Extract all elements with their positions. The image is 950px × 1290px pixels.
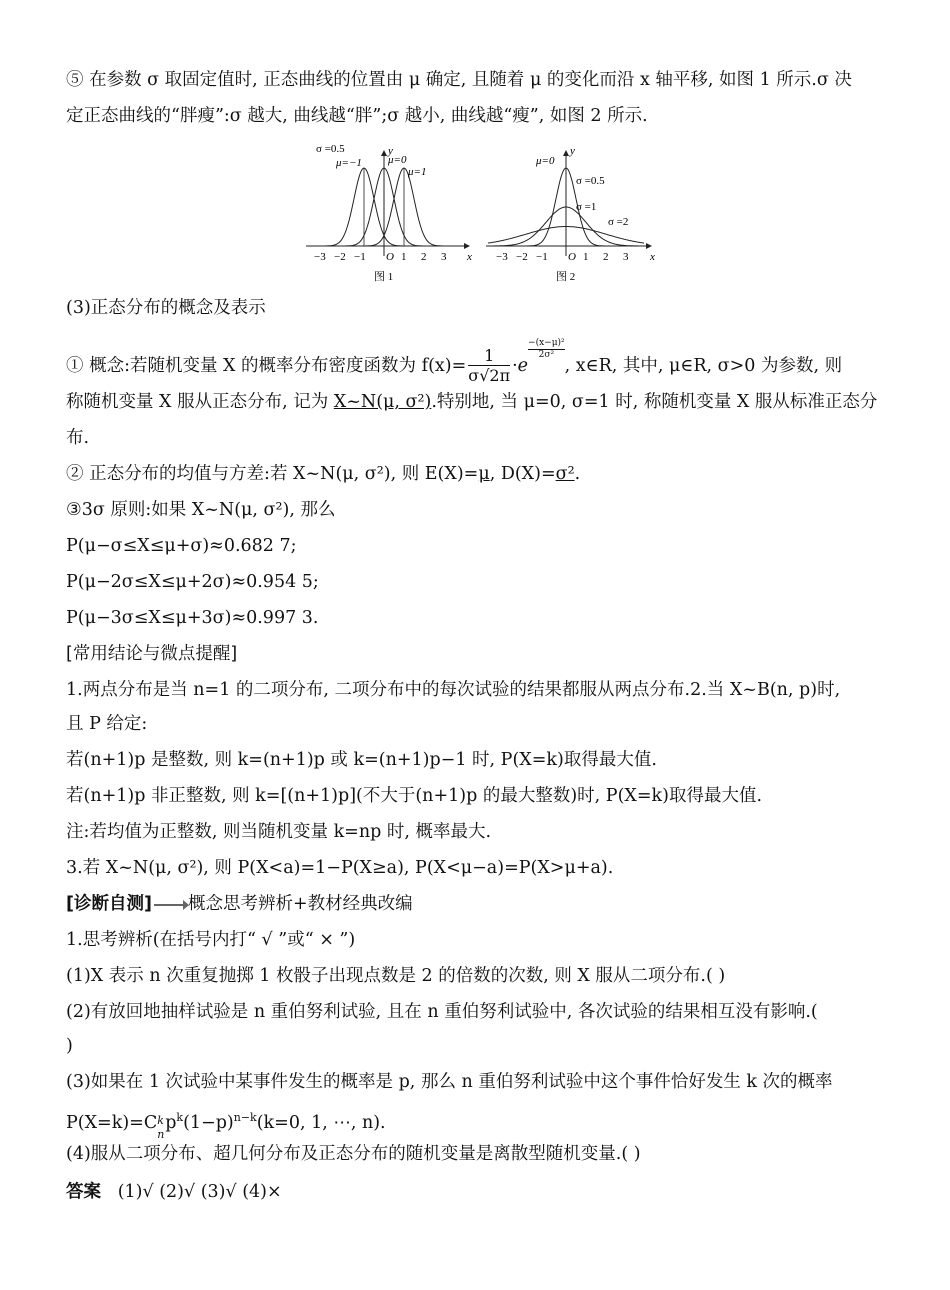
concept-l2b: .特别地, 当 μ=0, σ=1 时, 称随机变量 X 服从标准正态分 <box>431 392 878 412</box>
concept-line-1: ① 概念:若随机变量 X 的概率分布密度函数为 f(x)= $\frac{1}{\sigma√2\pi}$ ·e $\frac{\text{−(x−μ)²}}{\text{2σ²}}$ , x∈R, 其中, μ∈R, σ>0 为参数, 则 <box>66 338 843 385</box>
fig2-tick: 2 <box>603 251 609 263</box>
combination-sub: n <box>157 1128 165 1142</box>
fig2-sigma-label-2: σ =1 <box>576 201 597 213</box>
answer-line <box>66 1180 282 1204</box>
answer-text: (1)√ (2)√ (3)√ (4)× <box>117 1182 282 1202</box>
tip-1a: 1.两点分布是当 n=1 的二项分布, 二项分布中的每次试验的结果都服从两点分布.2.当 X~B(n, p)时, <box>66 680 841 700</box>
density-fraction <box>468 347 510 386</box>
binomial-p: p <box>165 1112 177 1133</box>
figure-1-graph <box>304 142 474 292</box>
answer-label: 答案 <box>66 1182 101 1202</box>
fig2-x-arrow <box>646 243 652 249</box>
fig2-tick: −2 <box>516 251 528 263</box>
figure-2 <box>484 142 659 297</box>
question-intro: 1.思考辨析(在括号内打“ √ ”或“ × ”) <box>66 930 356 950</box>
fig1-tick: 3 <box>441 251 447 263</box>
diagnosis-tag: 概念思考辨析+教材经典改编 <box>188 894 413 914</box>
para-normal-curve-1: ⑤ 在参数 σ 取固定值时, 正态曲线的位置由 μ 确定, 且随着 μ 的变化而沿 x 轴平移, 如图 1 所示.σ 决 <box>66 70 852 90</box>
fig2-sigma-label-1: σ =0.5 <box>576 175 605 187</box>
concept-text-a: ① 概念:若随机变量 X 的概率分布密度函数为 f(x)= <box>66 356 467 376</box>
fig1-tick: 2 <box>421 251 427 263</box>
fig2-caption: 图 2 <box>556 271 576 283</box>
fig2-tick: 1 <box>583 251 589 263</box>
tips-title: [常用结论与微点提醒] <box>66 644 238 664</box>
exp-base: e <box>517 356 529 376</box>
fig1-origin: O <box>386 251 394 263</box>
fig1-sigma-label: σ =0.5 <box>316 143 345 155</box>
fig2-y-label: y <box>570 145 575 157</box>
concept-line-3: 布. <box>66 428 90 448</box>
fig1-mu-label-1: μ=−1 <box>336 157 362 169</box>
fraction-denominator: σ√2π <box>468 366 511 385</box>
diagnosis-header <box>66 892 413 916</box>
fig2-origin: O <box>568 251 576 263</box>
combination-sup: k <box>157 1114 164 1128</box>
fig1-tick: −1 <box>354 251 366 263</box>
fig1-mu-label-2: μ=0 <box>388 154 407 166</box>
three-sigma-p2: P(μ−2σ≤X≤μ+2σ)≈0.954 5; <box>66 572 319 592</box>
normal-notation: X~N(μ, σ²) <box>333 392 432 412</box>
fig1-y-arrow <box>381 150 387 156</box>
fig1-tick: 1 <box>401 251 407 263</box>
tip-1b: 且 P 给定: <box>66 714 148 734</box>
three-sigma-p1: P(μ−σ≤X≤μ+σ)≈0.682 7; <box>66 536 297 556</box>
question-1: (1)X 表示 n 次重复抛掷 1 枚骰子出现点数是 2 的倍数的次数, 则 X 服从二项分布.( ) <box>66 966 726 986</box>
fig2-y-arrow <box>563 150 569 156</box>
fig2-tick: 3 <box>623 251 629 263</box>
fraction-numerator: 1 <box>468 347 510 366</box>
binomial-formula-start: P(X=k)=C <box>66 1112 158 1133</box>
fig1-y-label: y <box>388 145 393 157</box>
three-sigma-intro: ③3σ 原则:如果 X~N(μ, σ²), 那么 <box>66 500 336 520</box>
diagnosis-title: [诊断自测] <box>66 894 152 914</box>
three-sigma-p3: P(μ−3σ≤X≤μ+3σ)≈0.997 3. <box>66 608 319 628</box>
figure-1 <box>304 142 474 297</box>
question-2a: (2)有放回地抽样试验是 n 重伯努利试验, 且在 n 重伯努利试验中, 各次试验的结果相互没有影响.( <box>66 1002 818 1022</box>
concept-line-2 <box>66 390 877 414</box>
figure-2-graph <box>484 142 659 292</box>
fig1-tick: −3 <box>314 251 326 263</box>
binomial-q: (1−p) <box>183 1112 234 1133</box>
fig1-caption: 图 1 <box>374 271 394 283</box>
concept-l2a: 称随机变量 X 服从正态分布, 记为 <box>66 392 334 412</box>
fig1-mu-label-3: μ=1 <box>408 166 427 178</box>
fig2-x-label: x <box>650 251 655 263</box>
variance-value: σ² <box>555 464 575 484</box>
binomial-q-exp: n−k <box>233 1111 257 1124</box>
binomial-range: (k=0, 1, ⋯, n). <box>256 1112 386 1133</box>
tip-5: 3.若 X~N(μ, σ²), 则 P(X<a)=1−P(X≥a), P(X<μ−a)=P(X>μ+a). <box>66 858 614 878</box>
mv-a: ② 正态分布的均值与方差:若 X~N(μ, σ²), 则 E(X)= <box>66 464 479 484</box>
fig2-tick: −3 <box>496 251 508 263</box>
fig1-x-arrow <box>464 243 470 249</box>
question-4: (4)服从二项分布、超几何分布及正态分布的随机变量是离散型随机变量.( ) <box>66 1144 641 1164</box>
question-3a: (3)如果在 1 次试验中某事件发生的概率是 p, 那么 n 重伯努利试验中这个事件恰好发生 k 次的概率 <box>66 1072 833 1092</box>
combination-index <box>157 1113 165 1142</box>
arrow-icon <box>154 904 184 906</box>
exponent-fraction <box>528 338 565 361</box>
fig2-sigma-label-3: σ =2 <box>608 216 629 228</box>
exponent-denominator: 2σ² <box>538 350 555 360</box>
tip-2: 若(n+1)p 是整数, 则 k=(n+1)p 或 k=(n+1)p−1 时, P(X=k)取得最大值. <box>66 750 657 770</box>
fig2-tick: −1 <box>536 251 548 263</box>
exponent-numerator: −(x−μ)² <box>528 338 565 348</box>
concept-text-b: , x∈R, 其中, μ∈R, σ>0 为参数, 则 <box>564 356 843 376</box>
section-3-title: (3)正态分布的概念及表示 <box>66 298 266 318</box>
tip-3: 若(n+1)p 非正整数, 则 k=[(n+1)p](不大于(n+1)p 的最大整数)时, P(X=k)取得最大值. <box>66 786 763 806</box>
question-3b <box>66 1106 386 1142</box>
fig1-x-label: x <box>467 251 472 263</box>
mean-value: μ <box>478 464 490 484</box>
mv-b: , D(X)= <box>489 464 556 484</box>
binomial-p-exp: k <box>176 1111 184 1124</box>
mv-c: . <box>574 464 581 484</box>
fig1-tick: −2 <box>334 251 346 263</box>
para-normal-curve-2: 定正态曲线的“胖瘦”:σ 越大, 曲线越“胖”;σ 越小, 曲线越“瘦”, 如图 2 所示. <box>66 106 648 126</box>
question-2b: ) <box>66 1036 73 1056</box>
tip-4: 注:若均值为正整数, 则当随机变量 k=np 时, 概率最大. <box>66 822 492 842</box>
mean-variance-line <box>66 462 580 486</box>
fig2-mu-label: μ=0 <box>536 155 555 167</box>
